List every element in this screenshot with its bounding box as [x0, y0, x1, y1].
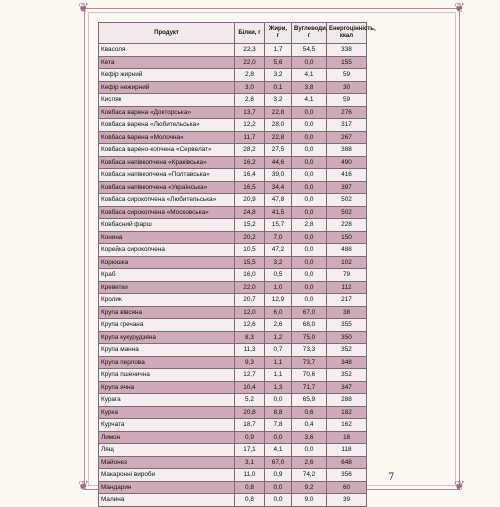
fat-cell: 34,4 [265, 181, 292, 194]
energy-cell: 182 [327, 406, 367, 419]
protein-cell: 12,2 [235, 119, 265, 132]
protein-cell: 11,0 [235, 469, 265, 482]
energy-cell: 338 [327, 44, 367, 57]
fat-cell: 28,0 [265, 119, 292, 132]
energy-cell: 416 [327, 169, 367, 182]
table-row [99, 44, 367, 57]
carbs-cell: 0,0 [292, 131, 327, 144]
fat-cell: 0,0 [265, 394, 292, 407]
table-row [99, 494, 367, 507]
product-name-cell: Крупа пшенична [99, 369, 235, 382]
product-name-cell: Лимон [99, 431, 235, 444]
product-name-cell: Кисляк [99, 94, 235, 107]
energy-cell: 102 [327, 256, 367, 269]
fat-cell: 44,6 [265, 156, 292, 169]
table-row [99, 481, 367, 494]
fat-cell: 8,8 [265, 406, 292, 419]
table-row [99, 144, 367, 157]
energy-cell: 155 [327, 56, 367, 69]
table-row [99, 319, 367, 332]
energy-cell: 112 [327, 281, 367, 294]
table-row [99, 406, 367, 419]
fat-cell: 1,2 [265, 331, 292, 344]
protein-cell: 20,2 [235, 231, 265, 244]
fat-cell: 1,1 [265, 369, 292, 382]
energy-cell: 162 [327, 419, 367, 432]
product-name-cell: Крупа ячна [99, 381, 235, 394]
carbs-cell: 73,3 [292, 344, 327, 357]
carbs-cell: 65,9 [292, 394, 327, 407]
fat-cell: 0,0 [265, 494, 292, 507]
carbs-cell: 0,0 [292, 444, 327, 457]
table-row [99, 169, 367, 182]
energy-cell: 18 [327, 431, 367, 444]
product-name-cell: Курка [99, 406, 235, 419]
energy-cell: 38 [327, 306, 367, 319]
table-row [99, 444, 367, 457]
energy-cell: 59 [327, 69, 367, 82]
protein-cell: 11,7 [235, 131, 265, 144]
fat-cell: 47,2 [265, 244, 292, 257]
fat-cell: 6,0 [265, 306, 292, 319]
table-row [99, 281, 367, 294]
carbs-cell: 67,0 [292, 306, 327, 319]
table-header-row [99, 23, 367, 44]
protein-cell: 17,1 [235, 444, 265, 457]
protein-cell: 24,8 [235, 206, 265, 219]
product-name-cell: Мандарин [99, 481, 235, 494]
carbs-cell: 68,0 [292, 319, 327, 332]
table-row [99, 131, 367, 144]
protein-cell: 3,0 [235, 81, 265, 94]
carbs-cell: 0,0 [292, 56, 327, 69]
carbs-cell: 9,2 [292, 481, 327, 494]
table-row [99, 369, 367, 382]
table-row [99, 244, 367, 257]
energy-cell: 267 [327, 131, 367, 144]
product-name-cell: Корюшка [99, 256, 235, 269]
energy-cell: 388 [327, 144, 367, 157]
protein-cell: 13,7 [235, 106, 265, 119]
product-name-cell: Кефір жирний [99, 69, 235, 82]
table-row [99, 69, 367, 82]
energy-cell: 648 [327, 456, 367, 469]
fat-cell: 0,0 [265, 481, 292, 494]
carbs-cell: 4,1 [292, 69, 327, 82]
corner-ornament-top-left: ❦ [78, 1, 89, 16]
carbs-cell: 0,0 [292, 281, 327, 294]
protein-cell: 16,0 [235, 269, 265, 282]
carbs-cell: 0,0 [292, 169, 327, 182]
energy-cell: 502 [327, 194, 367, 207]
table-row [99, 106, 367, 119]
table-row [99, 381, 367, 394]
carbs-cell: 2,8 [292, 219, 327, 232]
protein-cell: 10,4 [235, 381, 265, 394]
carbs-cell: 0,6 [292, 406, 327, 419]
fat-cell: 15,7 [265, 219, 292, 232]
product-name-cell: Крупа перлова [99, 356, 235, 369]
protein-cell: 11,3 [235, 344, 265, 357]
fat-cell: 22,8 [265, 106, 292, 119]
product-name-cell: Ковбаса варена «Любительська» [99, 119, 235, 132]
protein-cell: 15,5 [235, 256, 265, 269]
fat-cell: 0,1 [265, 81, 292, 94]
protein-cell: 2,8 [235, 69, 265, 82]
product-name-cell: Ковбаса сирокопчена «Любительська» [99, 194, 235, 207]
energy-cell: 488 [327, 244, 367, 257]
header-protein: Білки, г [235, 23, 265, 44]
protein-cell: 0,8 [235, 494, 265, 507]
carbs-cell: 0,0 [292, 156, 327, 169]
fat-cell: 3,2 [265, 94, 292, 107]
table-row [99, 344, 367, 357]
table-row [99, 331, 367, 344]
protein-cell: 0,8 [235, 481, 265, 494]
energy-cell: 59 [327, 94, 367, 107]
product-name-cell: Ковбасний фарш [99, 219, 235, 232]
product-name-cell: Курага [99, 394, 235, 407]
protein-cell: 20,8 [235, 406, 265, 419]
fat-cell: 4,1 [265, 444, 292, 457]
table-row [99, 119, 367, 132]
energy-cell: 39 [327, 494, 367, 507]
fat-cell: 1,1 [265, 356, 292, 369]
product-name-cell: Макаронні вироби [99, 469, 235, 482]
table-row [99, 419, 367, 432]
protein-cell: 15,2 [235, 219, 265, 232]
energy-cell: 150 [327, 231, 367, 244]
energy-cell: 355 [327, 319, 367, 332]
page-number: 7 [388, 472, 395, 483]
carbs-cell: 0,0 [292, 206, 327, 219]
protein-cell: 12,7 [235, 369, 265, 382]
table-row [99, 356, 367, 369]
fat-cell: 41,5 [265, 206, 292, 219]
carbs-cell: 0,0 [292, 181, 327, 194]
energy-cell: 217 [327, 294, 367, 307]
corner-ornament-top-right: ❦ [454, 1, 465, 16]
product-name-cell: Конина [99, 231, 235, 244]
header-fat: Жири, г [265, 23, 292, 44]
protein-cell: 12,6 [235, 319, 265, 332]
product-name-cell: Корейка сирокопчена [99, 244, 235, 257]
product-name-cell: Креветки [99, 281, 235, 294]
product-name-cell: Кефір нежирний [99, 81, 235, 94]
energy-cell: 397 [327, 181, 367, 194]
protein-cell: 12,0 [235, 306, 265, 319]
product-name-cell: Ковбаса варено-копчена «Сервелат» [99, 144, 235, 157]
product-name-cell: Краб [99, 269, 235, 282]
protein-cell: 3,1 [235, 456, 265, 469]
table-row [99, 294, 367, 307]
energy-cell: 228 [327, 219, 367, 232]
product-name-cell: Ковбаса напівкопчена «Українська» [99, 181, 235, 194]
product-name-cell: Лящ [99, 444, 235, 457]
fat-cell: 0,0 [265, 431, 292, 444]
table-row [99, 181, 367, 194]
energy-cell: 350 [327, 331, 367, 344]
carbs-cell: 0,0 [292, 244, 327, 257]
protein-cell: 28,2 [235, 144, 265, 157]
product-name-cell: Кета [99, 56, 235, 69]
table-row [99, 456, 367, 469]
fat-cell: 22,8 [265, 131, 292, 144]
carbs-cell: 3,8 [292, 81, 327, 94]
product-name-cell: Ковбаса варена «Докторська» [99, 106, 235, 119]
protein-cell: 0,9 [235, 431, 265, 444]
energy-cell: 348 [327, 356, 367, 369]
protein-cell: 16,5 [235, 181, 265, 194]
carbs-cell: 0,0 [292, 144, 327, 157]
product-name-cell: Крупа манна [99, 344, 235, 357]
energy-cell: 79 [327, 269, 367, 282]
carbs-cell: 73,7 [292, 356, 327, 369]
carbs-cell: 71,7 [292, 381, 327, 394]
fat-cell: 3,2 [265, 256, 292, 269]
table-body [99, 44, 367, 507]
fat-cell: 0,9 [265, 469, 292, 482]
energy-cell: 502 [327, 206, 367, 219]
carbs-cell: 9,0 [292, 494, 327, 507]
table-row [99, 431, 367, 444]
energy-cell: 356 [327, 469, 367, 482]
table-row [99, 256, 367, 269]
carbs-cell: 2,6 [292, 456, 327, 469]
product-name-cell: Малина [99, 494, 235, 507]
carbs-cell: 0,0 [292, 106, 327, 119]
carbs-cell: 3,6 [292, 431, 327, 444]
product-name-cell: Крупа вівсяна [99, 306, 235, 319]
table-row [99, 206, 367, 219]
product-name-cell: Ковбаса напівкопчена «Краківська» [99, 156, 235, 169]
fat-cell: 1,7 [265, 44, 292, 57]
carbs-cell: 54,5 [292, 44, 327, 57]
header-energy: Енергоцінність, ккал [327, 23, 367, 44]
energy-cell: 288 [327, 394, 367, 407]
product-name-cell: Ковбаса сирокопчена «Московська» [99, 206, 235, 219]
fat-cell: 1,0 [265, 281, 292, 294]
protein-cell: 16,4 [235, 169, 265, 182]
protein-cell: 16,2 [235, 156, 265, 169]
carbs-cell: 4,1 [292, 94, 327, 107]
nutrition-table [98, 22, 376, 507]
energy-cell: 490 [327, 156, 367, 169]
table-row [99, 81, 367, 94]
product-name-cell: Курчата [99, 419, 235, 432]
carbs-cell: 0,4 [292, 419, 327, 432]
product-name-cell: Крупа гречана [99, 319, 235, 332]
energy-cell: 352 [327, 369, 367, 382]
protein-cell: 18,7 [235, 419, 265, 432]
product-name-cell: Крупа кукурудзяна [99, 331, 235, 344]
product-name-cell: Ковбаса напівкопчена «Полтавська» [99, 169, 235, 182]
energy-cell: 118 [327, 444, 367, 457]
fat-cell: 2,6 [265, 319, 292, 332]
fat-cell: 0,7 [265, 344, 292, 357]
carbs-cell: 0,0 [292, 269, 327, 282]
energy-cell: 30 [327, 81, 367, 94]
energy-cell: 347 [327, 381, 367, 394]
table-row [99, 56, 367, 69]
table-row [99, 219, 367, 232]
carbs-cell: 0,0 [292, 194, 327, 207]
corner-ornament-bottom-right: ❦ [454, 479, 465, 494]
table-row [99, 194, 367, 207]
table-row [99, 306, 367, 319]
header-carbs: Вуглеводи, г [292, 23, 327, 44]
fat-cell: 67,0 [265, 456, 292, 469]
fat-cell: 7,8 [265, 419, 292, 432]
protein-cell: 20,7 [235, 294, 265, 307]
table-row [99, 231, 367, 244]
protein-cell: 10,5 [235, 244, 265, 257]
fat-cell: 27,5 [265, 144, 292, 157]
energy-cell: 276 [327, 106, 367, 119]
fat-cell: 5,6 [265, 56, 292, 69]
fat-cell: 12,9 [265, 294, 292, 307]
energy-cell: 317 [327, 119, 367, 132]
fat-cell: 3,2 [265, 69, 292, 82]
protein-cell: 5,2 [235, 394, 265, 407]
fat-cell: 39,0 [265, 169, 292, 182]
carbs-cell: 0,0 [292, 256, 327, 269]
carbs-cell: 75,0 [292, 331, 327, 344]
product-name-cell: Квасоля [99, 44, 235, 57]
carbs-cell: 0,0 [292, 119, 327, 132]
fat-cell: 7,0 [265, 231, 292, 244]
protein-cell: 22,0 [235, 56, 265, 69]
protein-cell: 8,3 [235, 331, 265, 344]
fat-cell: 47,8 [265, 194, 292, 207]
carbs-cell: 70,6 [292, 369, 327, 382]
table-row [99, 394, 367, 407]
protein-cell: 9,3 [235, 356, 265, 369]
header-product: Продукт [99, 23, 235, 44]
corner-ornament-bottom-left: ❦ [78, 479, 89, 494]
protein-cell: 2,8 [235, 94, 265, 107]
protein-cell: 22,0 [235, 281, 265, 294]
product-name-cell: Кролик [99, 294, 235, 307]
carbs-cell: 0,0 [292, 231, 327, 244]
fat-cell: 0,5 [265, 269, 292, 282]
energy-cell: 60 [327, 481, 367, 494]
carbs-cell: 0,0 [292, 294, 327, 307]
product-name-cell: Ковбаса варена «Молочна» [99, 131, 235, 144]
table-row [99, 269, 367, 282]
protein-cell: 22,3 [235, 44, 265, 57]
table-row [99, 94, 367, 107]
table-row [99, 469, 367, 482]
product-name-cell: Майонез [99, 456, 235, 469]
fat-cell: 1,3 [265, 381, 292, 394]
table-row [99, 156, 367, 169]
energy-cell: 352 [327, 344, 367, 357]
carbs-cell: 74,2 [292, 469, 327, 482]
protein-cell: 20,9 [235, 194, 265, 207]
